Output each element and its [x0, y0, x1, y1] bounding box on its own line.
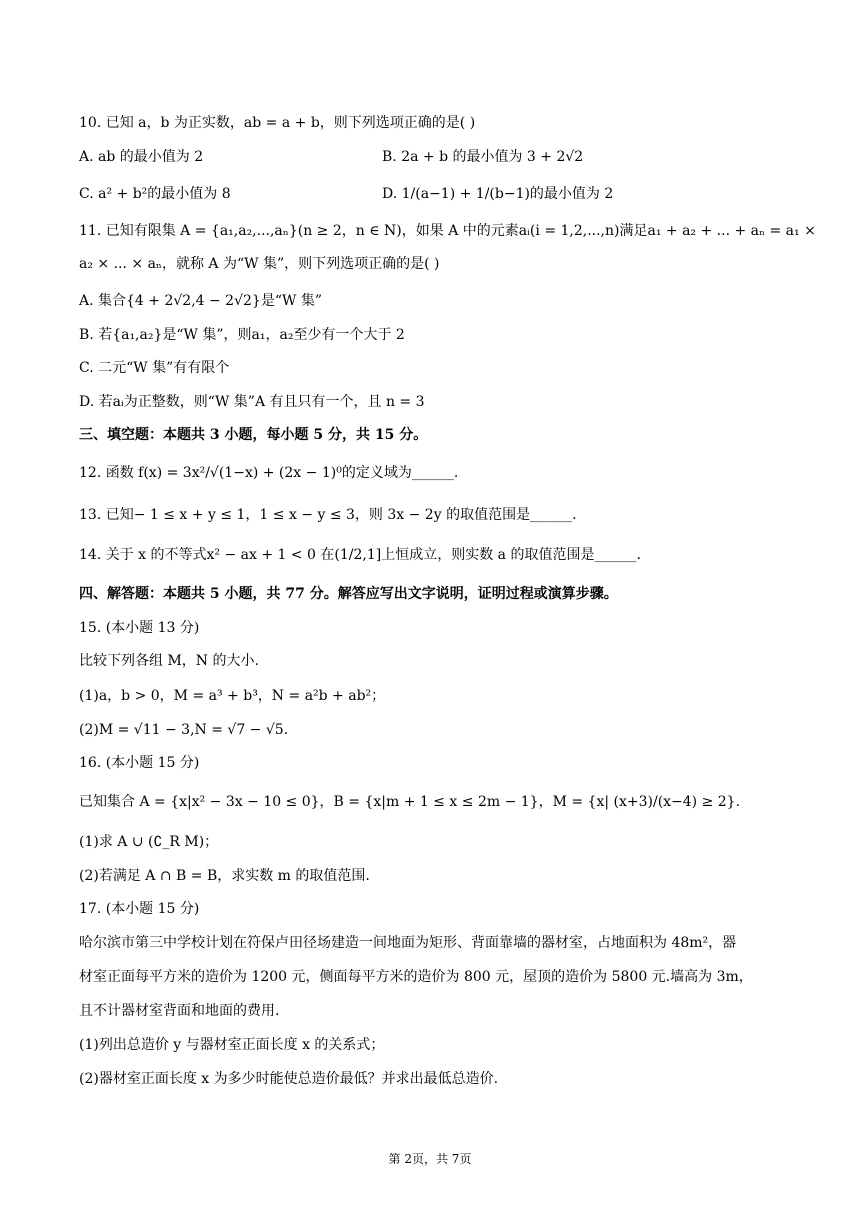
q11-option-c: C. 二元“W 集”有有限个: [79, 360, 230, 376]
q12-text: 12. 函数 f(x) = 3x²/√(1−x) + (2x − 1)⁰的定义域为______.: [79, 465, 459, 481]
q15-heading: 15. (本小题 13 分): [79, 620, 200, 636]
q14-text: 14. 关于 x 的不等式x² − ax + 1 < 0 在(1/2,1]上恒成立，则实数 a 的取值范围是______.: [79, 547, 641, 563]
q16-part-2: (2)若满足 A ∩ B = B，求实数 m 的取值范围.: [79, 868, 370, 884]
q10-option-d: D. 1/(a−1) + 1/(b−1)的最小值为 2: [382, 186, 614, 202]
q10-option-a: A. ab 的最小值为 2: [79, 149, 204, 165]
q11-option-a: A. 集合{4 + 2√2,4 − 2√2}是“W 集”: [79, 293, 322, 309]
q15-part-2: (2)M = √11 − 3,N = √7 − √5.: [79, 722, 289, 738]
q10-stem: 10. 已知 a，b 为正实数，ab = a + b，则下列选项正确的是( ): [79, 115, 476, 131]
q16-intro: 已知集合 A = {x|x² − 3x − 10 ≤ 0}，B = {x|m + 1 ≤ x ≤ 2m − 1}，M = {x| (x+3)/(x−4) ≥ 2}.: [79, 794, 741, 810]
q11-stem-line1: 11. 已知有限集 A = {a₁,a₂,...,aₙ}(n ≥ 2，n ∈ N)，如果 A 中的元素aᵢ(i = 1,2,...,n)满足a₁ + a₂ + ... + aₙ = a₁ ×: [79, 223, 816, 239]
q17-text-line1: 哈尔滨市第三中学校计划在符保卢田径场建造一间地面为矩形、背面靠墙的器材室，占地面积为 48m²，器: [79, 935, 737, 951]
q17-text-line3: 且不计器材室背面和地面的费用.: [79, 1003, 280, 1019]
q11-option-d: D. 若aᵢ为正整数，则“W 集”A 有且只有一个，且 n = 3: [79, 394, 425, 410]
section-4-heading: 四、解答题：本题共 5 小题，共 77 分。解答应写出文字说明，证明过程或演算步骤。: [79, 586, 618, 602]
q17-part-2: (2)器材室正面长度 x 为多少时能使总造价最低？并求出最低总造价.: [79, 1071, 499, 1087]
page-footer: 第 2页，共 7页: [388, 1152, 472, 1166]
q17-part-1: (1)列出总造价 y 与器材室正面长度 x 的关系式；: [79, 1037, 385, 1053]
q15-intro: 比较下列各组 M，N 的大小.: [79, 653, 259, 669]
q11-option-b: B. 若{a₁,a₂}是“W 集”，则a₁，a₂至少有一个大于 2: [79, 327, 405, 343]
q17-heading: 17. (本小题 15 分): [79, 901, 200, 917]
q13-text: 13. 已知− 1 ≤ x + y ≤ 1，1 ≤ x − y ≤ 3，则 3x − 2y 的取值范围是______.: [79, 507, 577, 523]
q10-option-c: C. a² + b²的最小值为 8: [79, 186, 231, 202]
section-3-heading: 三、填空题：本题共 3 小题，每小题 5 分，共 15 分。: [79, 427, 428, 443]
q10-option-b: B. 2a + b 的最小值为 3 + 2√2: [382, 149, 584, 165]
q16-part-1: (1)求 A ∪ (∁_R M)；: [79, 834, 219, 850]
q17-text-line2: 材室正面每平方米的造价为 1200 元，侧面每平方米的造价为 800 元，屋顶的造价为 5800 元.墙高为 3m，: [79, 969, 753, 985]
q15-part-1: (1)a，b > 0，M = a³ + b³，N = a²b + ab²；: [79, 688, 386, 704]
q16-heading: 16. (本小题 15 分): [79, 755, 200, 771]
q11-stem-line2: a₂ × ... × aₙ，就称 A 为“W 集”，则下列选项正确的是( ): [79, 256, 440, 272]
